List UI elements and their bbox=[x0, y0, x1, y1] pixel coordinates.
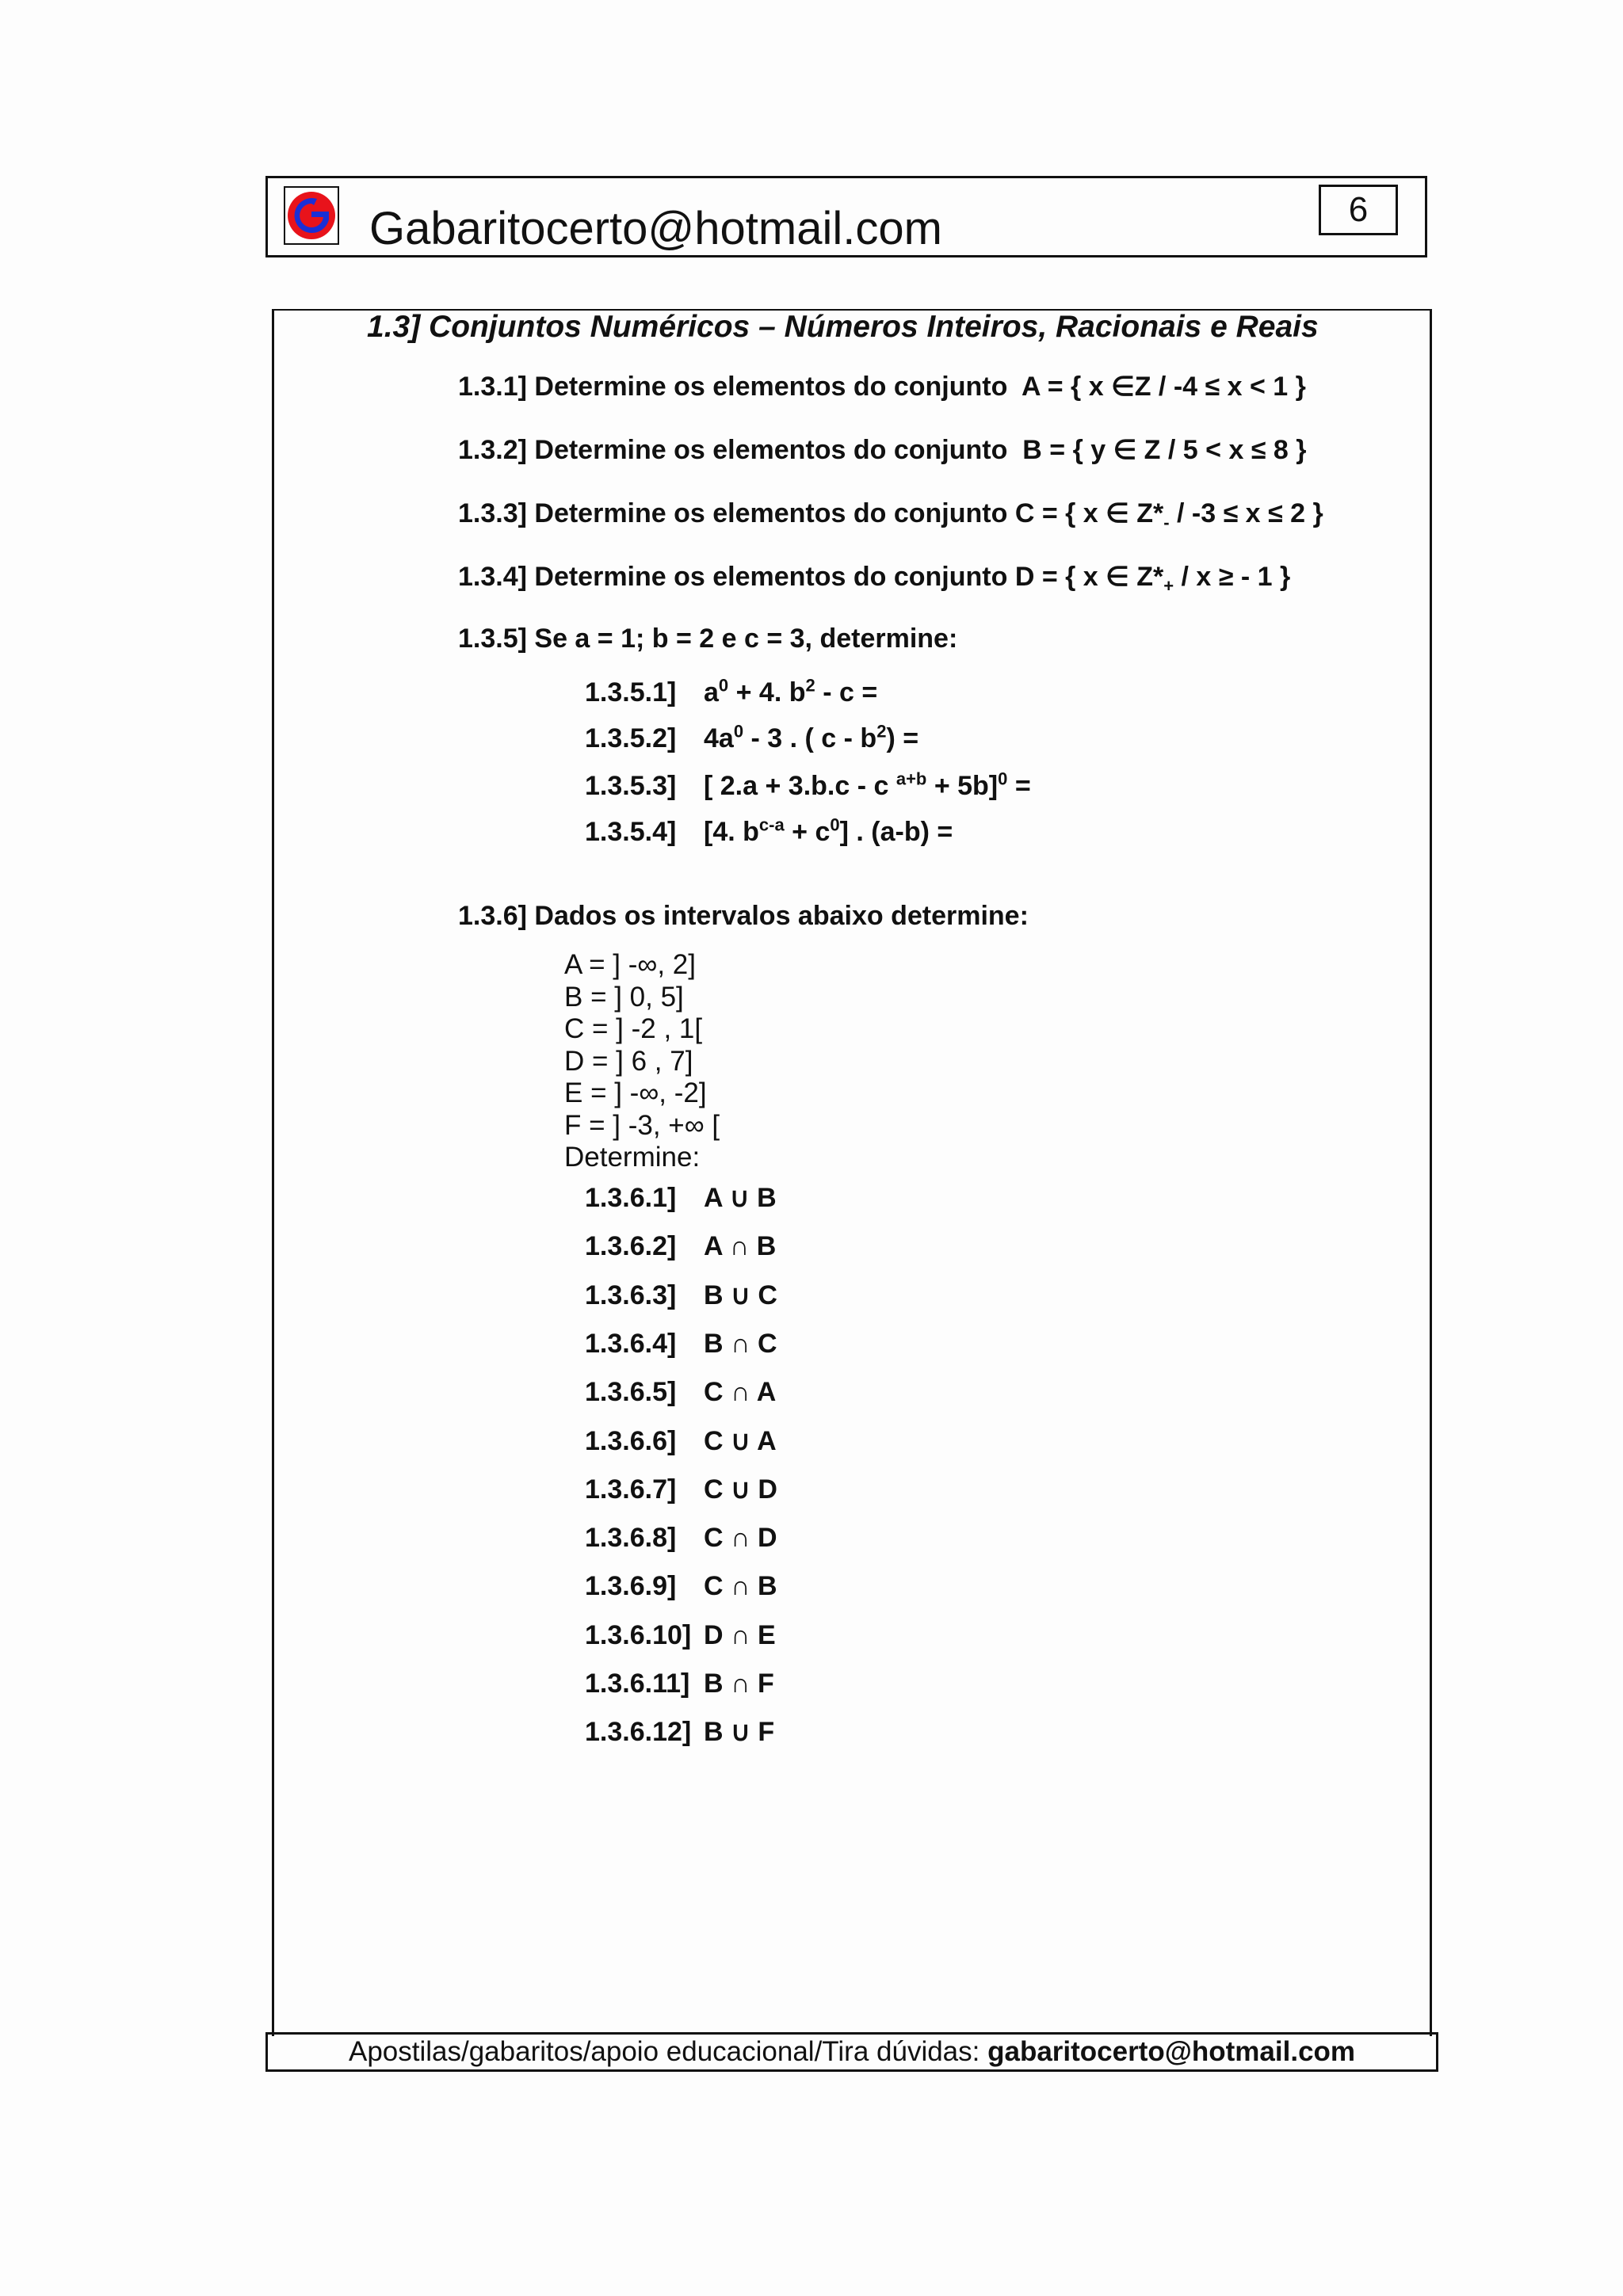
set-expression: C ∪ A bbox=[704, 1425, 777, 1456]
expression-text: + 5b] bbox=[926, 771, 999, 801]
interval-definition: A = ] -∞, 2] bbox=[564, 949, 696, 980]
q5-item bbox=[585, 814, 953, 849]
item-number: 1.3.6.5] bbox=[585, 1377, 677, 1408]
q6-item bbox=[585, 1666, 774, 1701]
item-number: 1.3.6.8] bbox=[585, 1523, 677, 1554]
exponent: c-a bbox=[758, 814, 785, 835]
determine-label: Determine: bbox=[564, 1142, 701, 1173]
set-expression: C ∪ D bbox=[704, 1474, 777, 1505]
item-number: 1.3.6.9] bbox=[585, 1571, 677, 1602]
expression-text: ] . (a-b) = bbox=[839, 817, 953, 847]
q6-item bbox=[585, 1375, 776, 1409]
page-footer bbox=[265, 2032, 1438, 2072]
set-expression: C ∩ D bbox=[704, 1523, 777, 1554]
set-expression: D ∩ E bbox=[704, 1619, 776, 1650]
expression-text: + 4. b bbox=[728, 677, 806, 707]
question-label: 1.3.2] Determine os elementos do conjunto bbox=[458, 435, 1008, 465]
q6-item bbox=[585, 1424, 777, 1459]
section-title: 1.3] Conjuntos Numéricos – Números Inteiros, Racionais e Reais bbox=[367, 310, 1319, 344]
exponent: 0 bbox=[998, 769, 1008, 789]
question-label: 1.3.1] Determine os elementos do conjunto bbox=[458, 372, 1008, 402]
set-definition-end: / -3 ≤ x ≤ 2 } bbox=[1169, 498, 1323, 528]
set-definition: A = { x ∈Z / -4 ≤ x < 1 } bbox=[1022, 372, 1306, 402]
item-number: 1.3.6.10] bbox=[585, 1619, 692, 1650]
set-expression: A ∪ B bbox=[704, 1183, 777, 1213]
footer-email: gabaritocerto@hotmail.com bbox=[987, 2036, 1356, 2067]
q6-item bbox=[585, 1180, 777, 1215]
exponent: 2 bbox=[805, 675, 815, 696]
item-number: 1.3.6.7] bbox=[585, 1474, 677, 1505]
set-expression: B ∩ F bbox=[704, 1669, 774, 1699]
question-1-3-5: 1.3.5] Se a = 1; b = 2 e c = 3, determine: bbox=[458, 624, 958, 654]
question-1-3-3 bbox=[458, 496, 1323, 531]
q6-item bbox=[585, 1714, 774, 1749]
item-number: 1.3.5.4] bbox=[585, 817, 677, 847]
exponent: 2 bbox=[876, 721, 887, 742]
question-1-3-4 bbox=[458, 559, 1290, 594]
expression-text: a bbox=[704, 677, 719, 707]
question-1-3-6: 1.3.6] Dados os intervalos abaixo determine: bbox=[458, 901, 1029, 931]
item-number: 1.3.5.3] bbox=[585, 771, 677, 801]
interval-definition: E = ] -∞, -2] bbox=[564, 1077, 707, 1108]
q6-item bbox=[585, 1569, 777, 1604]
interval-definition: B = ] 0, 5] bbox=[564, 981, 684, 1013]
item-number: 1.3.6.1] bbox=[585, 1183, 677, 1213]
item-number: 1.3.5.1] bbox=[585, 677, 677, 707]
set-definition-end: / x ≥ - 1 } bbox=[1174, 562, 1291, 592]
set-expression: B ∪ F bbox=[704, 1717, 775, 1748]
expression-text: = bbox=[1007, 771, 1031, 801]
set-definition: B = { y ∈ Z / 5 < x ≤ 8 } bbox=[1022, 435, 1307, 465]
q5-item bbox=[585, 675, 877, 710]
q6-item bbox=[585, 1278, 777, 1313]
item-number: 1.3.6.2] bbox=[585, 1231, 677, 1262]
q6-item bbox=[585, 1472, 777, 1507]
question-label: 1.3.4] Determine os elementos do conjunto bbox=[458, 562, 1008, 592]
header-email: Gabaritocerto@hotmail.com bbox=[369, 203, 942, 254]
expression-text: [ 2.a + 3.b.c - c bbox=[704, 771, 896, 801]
set-definition-start: D = { x ∈ Z* bbox=[1014, 562, 1164, 592]
q6-item bbox=[585, 1229, 776, 1264]
set-expression: C ∩ B bbox=[704, 1571, 777, 1602]
question-1-3-2 bbox=[458, 433, 1307, 467]
item-number: 1.3.6.6] bbox=[585, 1425, 677, 1456]
expression-text: ) = bbox=[886, 723, 919, 753]
exponent: a+b bbox=[896, 769, 927, 789]
q6-item bbox=[585, 1520, 777, 1555]
question-1-3-1 bbox=[458, 369, 1306, 404]
gabaritocerto-logo bbox=[284, 186, 339, 245]
exponent: 0 bbox=[830, 814, 840, 835]
question-label: 1.3.3] Determine os elementos do conjunto bbox=[458, 498, 1008, 528]
set-expression: C ∩ A bbox=[704, 1377, 777, 1408]
interval-definition: F = ] -3, +∞ [ bbox=[564, 1109, 720, 1141]
q6-item bbox=[585, 1326, 777, 1361]
interval-definition: C = ] -2 , 1[ bbox=[564, 1013, 703, 1044]
expression-text: - 3 . ( c - b bbox=[743, 723, 877, 753]
item-number: 1.3.6.12] bbox=[585, 1717, 692, 1748]
set-subscript: - bbox=[1163, 512, 1170, 532]
expression-text: - c = bbox=[815, 677, 878, 707]
set-expression: A ∩ B bbox=[704, 1231, 777, 1262]
item-number: 1.3.6.11] bbox=[585, 1669, 690, 1699]
interval-definition: D = ] 6 , 7] bbox=[564, 1045, 693, 1077]
q6-item bbox=[585, 1618, 776, 1653]
page-number: 6 bbox=[1319, 185, 1398, 235]
item-number: 1.3.6.4] bbox=[585, 1328, 677, 1359]
set-expression: B ∩ C bbox=[704, 1328, 777, 1359]
expression-text: + c bbox=[784, 817, 831, 847]
expression-text: [4. b bbox=[704, 817, 759, 847]
page-header bbox=[265, 176, 1427, 257]
set-definition-start: C = { x ∈ Z* bbox=[1014, 498, 1164, 528]
footer-text: Apostilas/gabaritos/apoio educacional/Tira dúvidas: bbox=[348, 2036, 988, 2067]
q5-item bbox=[585, 721, 918, 756]
set-expression: B ∪ C bbox=[704, 1280, 777, 1310]
set-subscript: + bbox=[1163, 575, 1174, 596]
expression-text: 4a bbox=[704, 723, 734, 753]
exponent: 0 bbox=[733, 721, 744, 742]
exponent: 0 bbox=[718, 675, 729, 696]
q5-item bbox=[585, 769, 1031, 803]
item-number: 1.3.6.3] bbox=[585, 1280, 677, 1310]
item-number: 1.3.5.2] bbox=[585, 723, 677, 753]
logo-icon bbox=[285, 188, 338, 243]
